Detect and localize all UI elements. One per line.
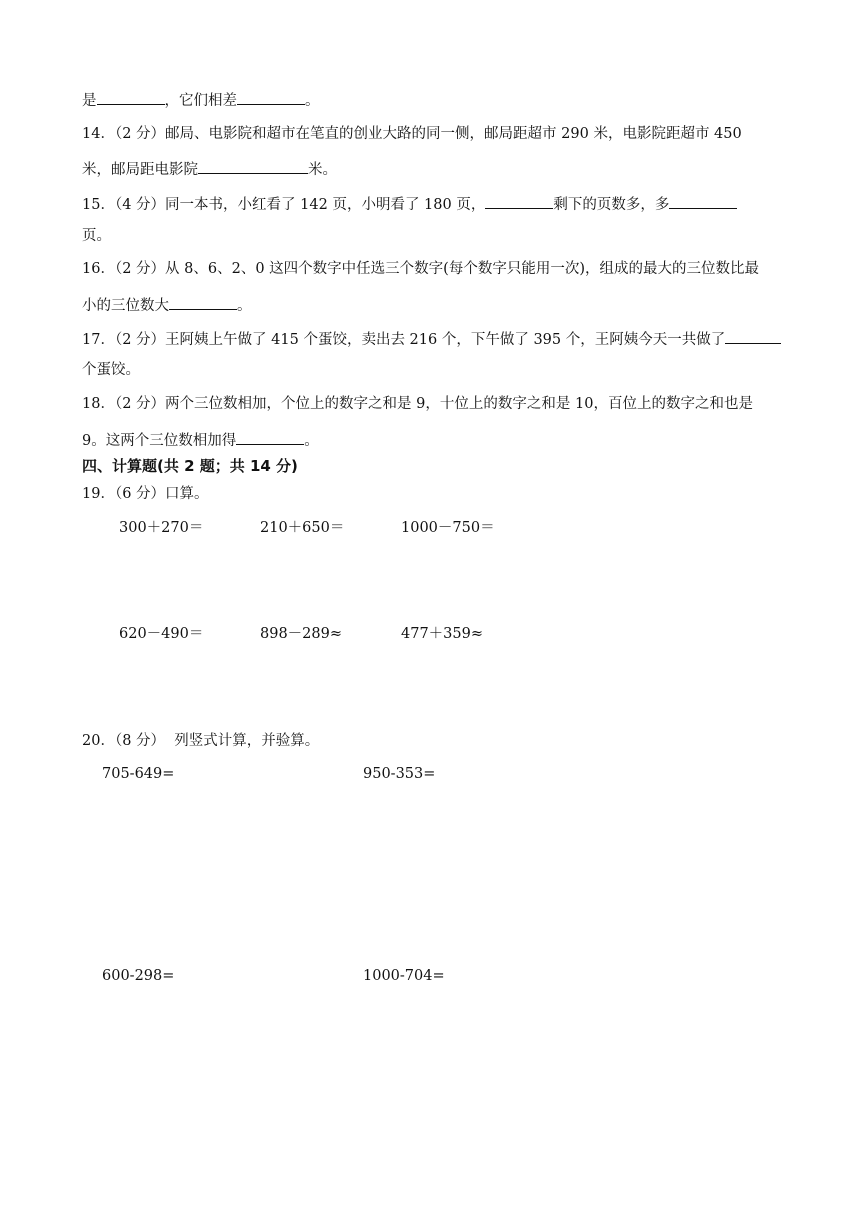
q14-score: （2 分）: [114, 126, 166, 142]
q14-blank[interactable]: [198, 157, 308, 174]
q15-blank-2[interactable]: [669, 192, 737, 209]
q16-score: （2 分）: [114, 261, 166, 277]
q13-mid: ，它们相差: [164, 93, 237, 109]
q18-number: 18．: [82, 396, 115, 412]
q14-end: 米。: [308, 162, 337, 178]
q17-line2: [82, 360, 140, 380]
q20-expr: 705-649=: [102, 766, 175, 782]
q17-number: 17．: [82, 332, 115, 348]
q15-blank-1[interactable]: [485, 192, 553, 209]
q19-expr: 210＋650＝: [260, 520, 345, 536]
q15-text-b: 剩下的页数多，多: [553, 197, 670, 213]
q18-prefix: 9。这两个三位数相加得: [82, 433, 237, 449]
q18-score: （2 分）: [114, 396, 166, 412]
q13-blank-2[interactable]: [237, 88, 305, 105]
q17-end: 个蛋饺。: [82, 362, 140, 378]
q20-number: 20．: [82, 733, 115, 749]
q17-line1: [82, 327, 781, 350]
q17-text: 王阿姨上午做了 415 个蛋饺，卖出去 216 个，下午做了 395 个，王阿姨今天一共做了: [165, 332, 726, 348]
q19-expr: 898－289≈: [260, 626, 343, 642]
q19-number: 19．: [82, 486, 115, 502]
q16-line2: [82, 293, 252, 316]
q16-prefix: 小的三位数大: [82, 298, 169, 314]
q19-expr: 1000－750＝: [401, 520, 495, 536]
q15-number: 15．: [82, 197, 115, 213]
q15-end: 页。: [82, 228, 111, 244]
q17-blank[interactable]: [725, 327, 781, 344]
q19-expr: 477＋359≈: [401, 626, 484, 642]
q14-line1: [82, 124, 742, 144]
q20-expr: 1000-704=: [363, 968, 445, 984]
q15-text-a: 同一本书，小红看了 142 页，小明看了 180 页，: [165, 197, 486, 213]
q15-score: （4 分）: [114, 197, 166, 213]
q19-expr: 620－490＝: [119, 626, 204, 642]
q17-score: （2 分）: [114, 332, 166, 348]
q19-line1: [82, 484, 209, 504]
q20-instruction: 列竖式计算，并验算。: [165, 733, 320, 749]
q19-instruction: 口算。: [165, 486, 209, 502]
q14-text: 邮局、电影院和超市在笔直的创业大路的同一侧，邮局距超市 290 米，电影院距超市 450: [165, 126, 742, 142]
q20-expr: 950-353=: [363, 766, 436, 782]
q20-expr: 600-298=: [102, 968, 175, 984]
q13-blank-1[interactable]: [97, 88, 165, 105]
q13-prefix: 是: [82, 93, 97, 109]
q16-line1: [82, 259, 759, 279]
q18-end: 。: [304, 433, 319, 449]
q18-line1: [82, 394, 753, 414]
q14-line2: [82, 157, 337, 180]
q19-expr: 300＋270＝: [119, 520, 204, 536]
q18-line2: [82, 428, 319, 451]
q18-blank[interactable]: [236, 428, 304, 445]
q15-line2: [82, 226, 111, 246]
q15-line1: [82, 192, 737, 215]
section-heading: 四、计算题(共 2 题；共 14 分): [82, 457, 298, 475]
q13-line2: [82, 88, 320, 111]
q19-score: （6 分）: [114, 486, 166, 502]
q16-blank[interactable]: [169, 293, 237, 310]
q16-end: 。: [237, 298, 252, 314]
q16-number: 16．: [82, 261, 115, 277]
q18-text: 两个三位数相加，个位上的数字之和是 9，十位上的数字之和是 10，百位上的数字之和也是: [165, 396, 753, 412]
q20-line1: [82, 731, 319, 751]
q20-score: （8 分）: [114, 733, 166, 749]
q16-text: 从 8、6、2、0 这四个数字中任选三个数字(每个数字只能用一次)，组成的最大的三位数比最: [165, 261, 759, 277]
q14-number: 14．: [82, 126, 115, 142]
q13-end: 。: [305, 93, 320, 109]
q14-prefix: 米，邮局距电影院: [82, 162, 198, 178]
